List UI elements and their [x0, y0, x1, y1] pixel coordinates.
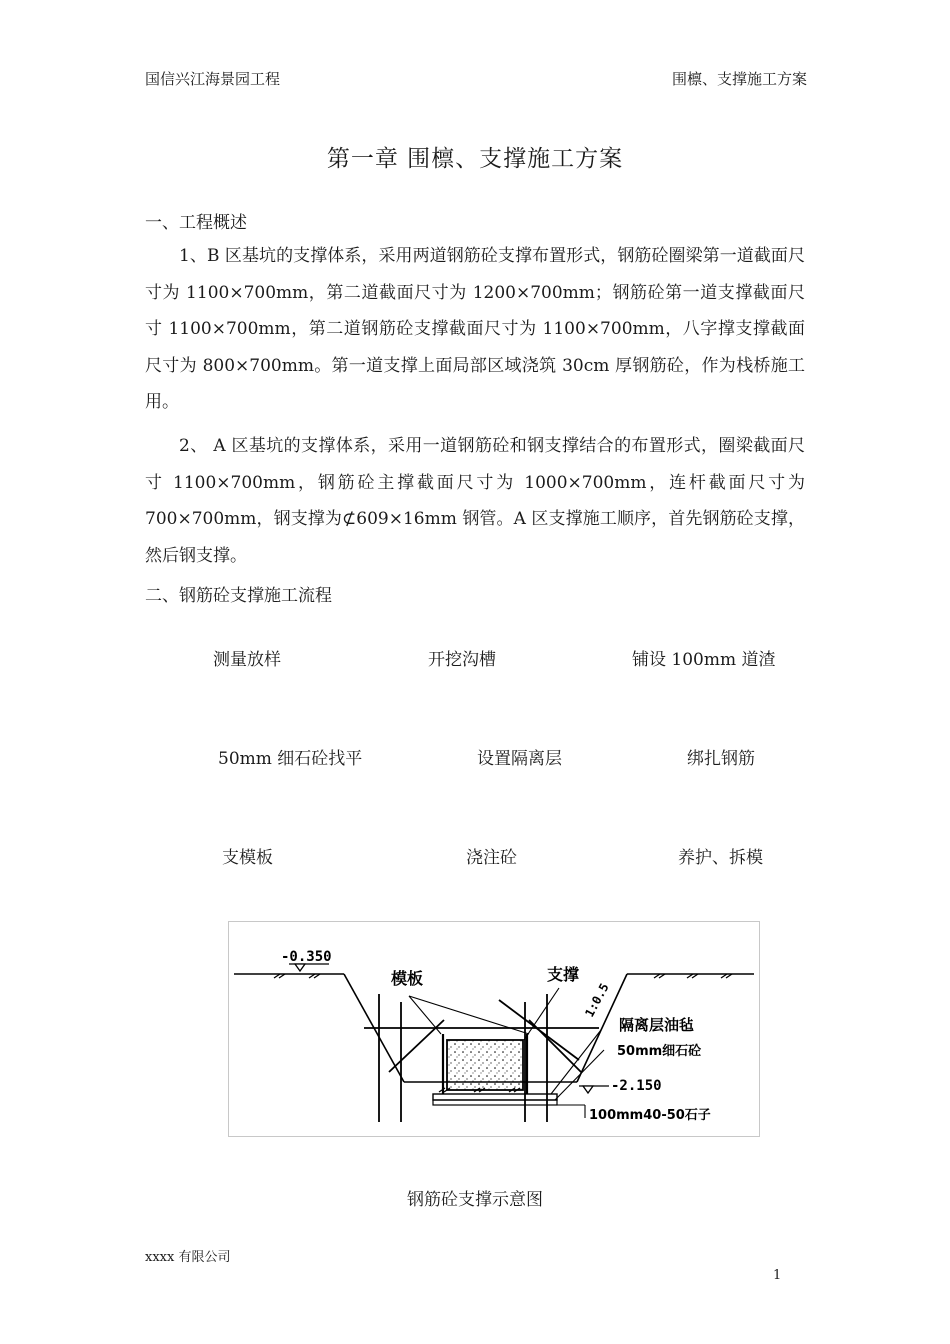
bottom-elevation-label: -2.150 [611, 1078, 662, 1094]
page-number: 1 [773, 1268, 782, 1283]
flow-step-formwork: 支模板 [222, 848, 273, 868]
top-elevation-label: -0.350 [281, 949, 332, 965]
fine-concrete-label: 50mm细石砼 [617, 1044, 702, 1059]
paragraph-zone-a: 2、 A 区基坑的支撑体系，采用一道钢筋砼和钢支撑结合的布置形式，圈梁截面尺寸 1100×700mm，钢筋砼主撑截面尺寸为 1000×700mm，连杆截面尺寸为 700×700mm，钢支撑为⊄609×16mm 钢管。A 区支撑施工顺序，首先钢筋砼支撑，然后钢支撑。 [145, 436, 805, 566]
chapter-title: 第一章 围檩、支撑施工方案 [326, 146, 624, 172]
flow-step-leveling: 50mm 细石砼找平 [218, 749, 363, 769]
section-heading-overview: 一、工程概述 [145, 213, 247, 233]
flow-step-rebar: 绑扎钢筋 [687, 749, 755, 769]
header-project-name: 国信兴江海景园工程 [145, 70, 281, 88]
figure-caption: 钢筋砼支撑示意图 [407, 1190, 543, 1210]
formwork-label: 模板 [391, 969, 424, 988]
elevation-marker-top [289, 964, 329, 971]
elevation-marker-bottom [579, 1086, 609, 1093]
gravel-layer-label: 100mm40-50石子 [589, 1108, 711, 1123]
isolation-layer-label: 隔离层油毡 [619, 1016, 695, 1034]
flow-step-survey: 测量放样 [213, 650, 281, 670]
header-document-name: 围檩、支撑施工方案 [671, 70, 807, 88]
section-heading-flow: 二、钢筋砼支撑施工流程 [145, 586, 332, 606]
flow-step-trench: 开挖沟槽 [428, 650, 496, 670]
paragraph-zone-b: 1、B 区基坑的支撑体系，采用两道钢筋砼支撑布置形式，钢筋砼圈梁第一道截面尺寸为 1100×700mm，第二道截面尺寸为 1200×700mm；钢筋砼第一道支撑截面尺寸 1100×700mm，第二道钢筋砼支撑截面尺寸为 1100×700mm，八字撑支撑截面尺寸为 800×700mm。第一道支撑上面局部区域浇筑 30cm 厚钢筋砼，作为栈桥施工用。 [145, 246, 805, 412]
support-label: 支撑 [547, 965, 580, 984]
support-diagram [228, 921, 760, 1137]
flow-step-ballast: 铺设 100mm 道渣 [632, 650, 776, 670]
footer-company: xxxx 有限公司 [145, 1250, 231, 1265]
flow-step-pour: 浇注砼 [466, 848, 517, 868]
slope-ratio-label: 1:0.5 [582, 980, 612, 1020]
flow-step-cure: 养护、拆模 [678, 848, 763, 868]
flow-step-isolation: 设置隔离层 [477, 749, 562, 769]
beam-formwork [433, 1034, 557, 1105]
